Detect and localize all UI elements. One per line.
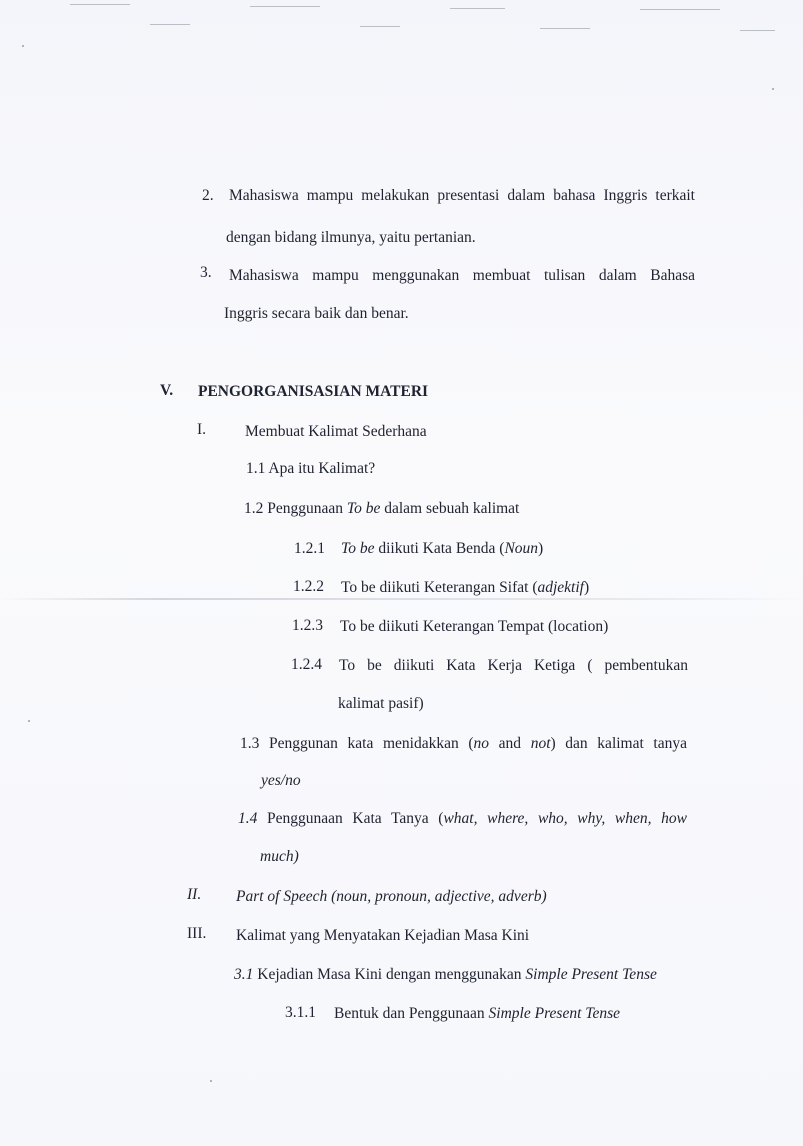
subsection-item	[238, 811, 687, 827]
sub-subsection-item: To be diikuti Keterangan Tempat (location)	[340, 618, 609, 635]
sub-subsection-number: 1.2.2	[293, 578, 324, 595]
subsection-item-continuation: much)	[260, 848, 299, 865]
scan-mark	[740, 30, 775, 31]
item-italic: 3.1	[234, 966, 254, 983]
item-italic: what, where, who, why, when, how	[443, 810, 687, 827]
subsection-italic: To be	[346, 500, 381, 517]
scan-mark	[450, 8, 505, 9]
subsection-item: 1.1 Apa itu Kalimat?	[246, 460, 376, 477]
item-italic: To be	[341, 540, 375, 557]
subsection-item	[244, 501, 519, 517]
item-text: Kejadian Masa Kini dengan menggunakan	[253, 966, 526, 983]
item-text: ) dan kalimat tanya	[550, 735, 687, 752]
chapter-title: Kalimat yang Menyatakan Kejadian Masa Kini	[236, 927, 530, 944]
scan-dot	[210, 1080, 212, 1082]
sub-subsection-item: kalimat pasif)	[338, 695, 424, 712]
item-italic: Noun	[504, 540, 539, 557]
chapter-title: Part of Speech (noun, pronoun, adjective, adverb)	[236, 888, 547, 905]
item-text: )	[583, 579, 590, 596]
subsection-item	[240, 736, 687, 752]
sub-subsection-item	[334, 1006, 620, 1022]
objective-text-line: Inggris secara baik dan benar.	[224, 305, 409, 322]
item-text: To be diikuti Keterangan Sifat (	[341, 579, 538, 596]
scan-mark	[540, 28, 590, 29]
item-italic: Simple Present Tense	[488, 1005, 620, 1022]
scan-mark	[150, 24, 190, 25]
subsection-text: dalam sebuah kalimat	[380, 500, 520, 517]
item-text: diikuti Kata Benda (	[374, 540, 505, 557]
sub-subsection-item: To be diikuti Kata Kerja Ketiga ( pembentukan	[339, 657, 688, 674]
sub-subsection-number: 3.1.1	[285, 1004, 316, 1021]
scan-mark	[360, 26, 400, 27]
scan-mark	[640, 9, 720, 10]
item-text: Bentuk dan Penggunaan	[334, 1005, 489, 1022]
item-italic: Simple Present Tense	[525, 966, 657, 983]
scan-dot	[22, 45, 24, 47]
objective-number: 3.	[200, 264, 212, 281]
chapter-title: Membuat Kalimat Sederhana	[245, 423, 427, 440]
scan-mark	[250, 6, 320, 7]
item-italic: not	[530, 735, 551, 752]
item-text: and	[489, 735, 531, 752]
section-title: PENGORGANISASIAN MATERI	[198, 383, 429, 400]
scan-dot	[772, 88, 774, 90]
chapter-number: III.	[187, 925, 207, 942]
sub-subsection-number: 1.2.1	[294, 540, 325, 557]
paper-fold-line	[0, 598, 803, 600]
sub-subsection-item	[341, 580, 589, 596]
subsection-item-continuation: yes/no	[261, 772, 301, 789]
chapter-number: II.	[187, 886, 202, 903]
objective-text-line: dengan bidang ilmunya, yaitu pertanian.	[226, 229, 476, 246]
objective-text-line: Mahasiswa mampu melakukan presentasi dalam bahasa Inggris terkait	[229, 187, 695, 204]
subsection-item	[234, 967, 657, 983]
sub-subsection-number: 1.2.4	[291, 656, 322, 673]
section-number: V.	[160, 382, 174, 399]
sub-subsection-item	[341, 541, 543, 557]
scan-dot	[28, 720, 30, 722]
objective-number: 2.	[202, 187, 214, 204]
objective-text-line: Mahasiswa mampu menggunakan membuat tulisan dalam Bahasa	[229, 267, 695, 284]
item-italic: no	[473, 735, 490, 752]
item-text: )	[538, 540, 544, 557]
subsection-text: 1.2 Penggunaan	[244, 500, 347, 517]
item-text: Penggunaan Kata Tanya (	[257, 810, 444, 827]
chapter-number: I.	[197, 421, 207, 438]
scan-mark	[70, 4, 130, 5]
item-italic: adjektif	[537, 579, 584, 596]
item-text: 1.3 Penggunan kata menidakkan (	[240, 735, 474, 752]
item-italic: 1.4	[238, 810, 258, 827]
sub-subsection-number: 1.2.3	[292, 617, 323, 634]
